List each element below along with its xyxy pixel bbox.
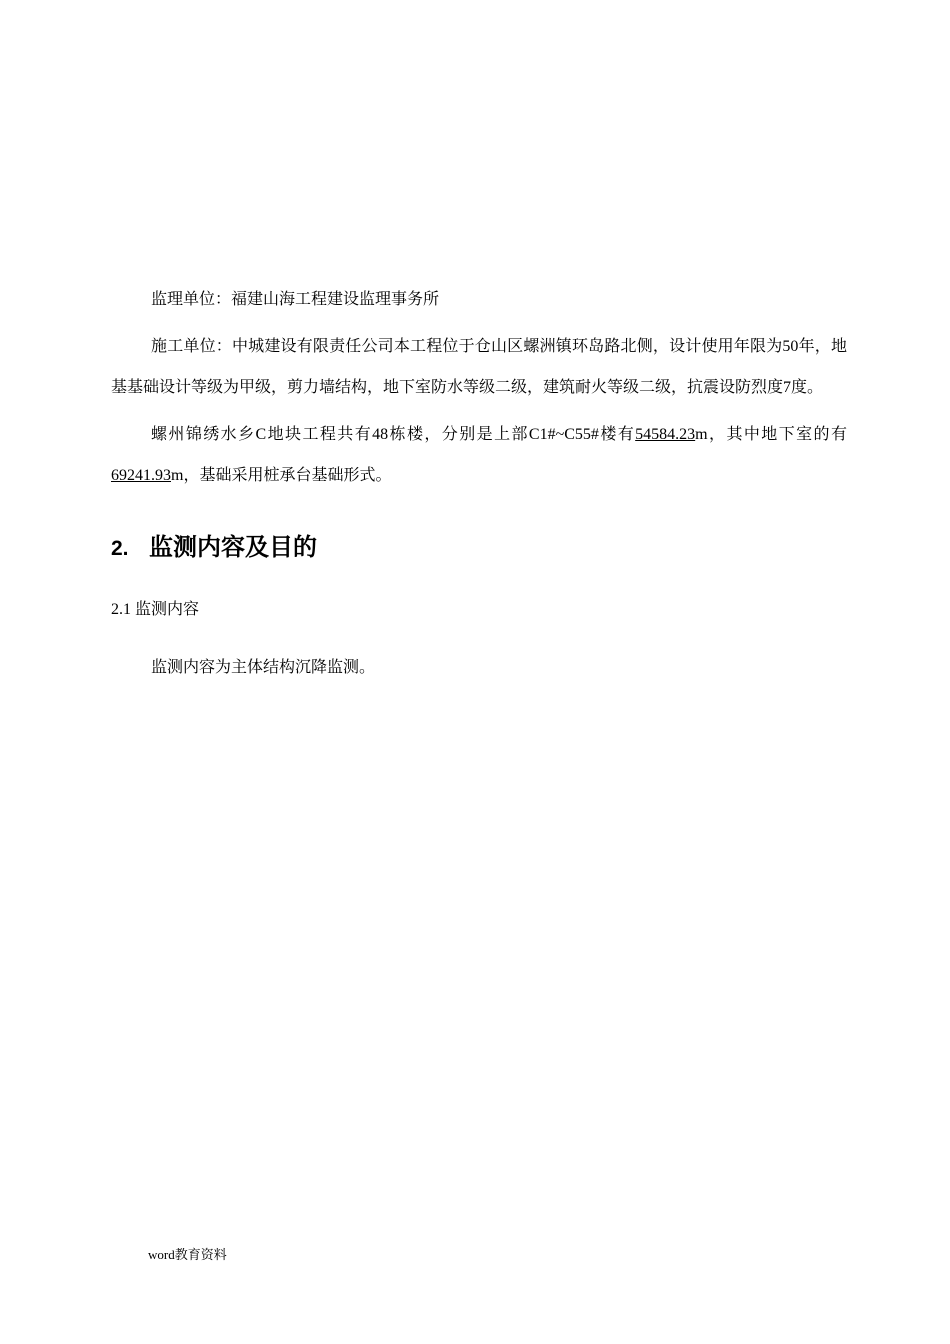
section-title: 监测内容及目的: [149, 534, 317, 561]
project-area-above-ground: 54584.23: [635, 426, 696, 443]
project-area-basement: 69241.93: [111, 467, 171, 484]
section-heading: [111, 528, 847, 569]
subsection-heading: 2.1 监测内容: [111, 601, 200, 618]
document-body: [111, 285, 847, 689]
supervisor-paragraph: 监理单位：福建山海工程建设监理事务所: [151, 291, 440, 308]
project-text-3: m，基础采用桩承台基础形式。: [171, 467, 392, 484]
project-text-1: 螺州锦绣水乡C地块工程共有48栋楼，分别是上部C1#~C55#楼有: [151, 426, 636, 443]
contractor-paragraph: 施工单位：中城建设有限责任公司本工程位于仓山区螺洲镇环岛路北侧，设计使用年限为50年，地基基础设计等级为甲级，剪力墙结构，地下室防水等级二级，建筑耐火等级二级，抗震设防烈度7度。: [111, 338, 847, 396]
page-footer: word教育资料: [148, 1247, 227, 1262]
monitoring-content-paragraph: 监测内容为主体结构沉降监测。: [151, 659, 376, 676]
project-paragraph: [111, 414, 847, 496]
section-number: 2.: [111, 537, 129, 560]
project-text-2: m，其中地下室的有: [695, 426, 847, 443]
